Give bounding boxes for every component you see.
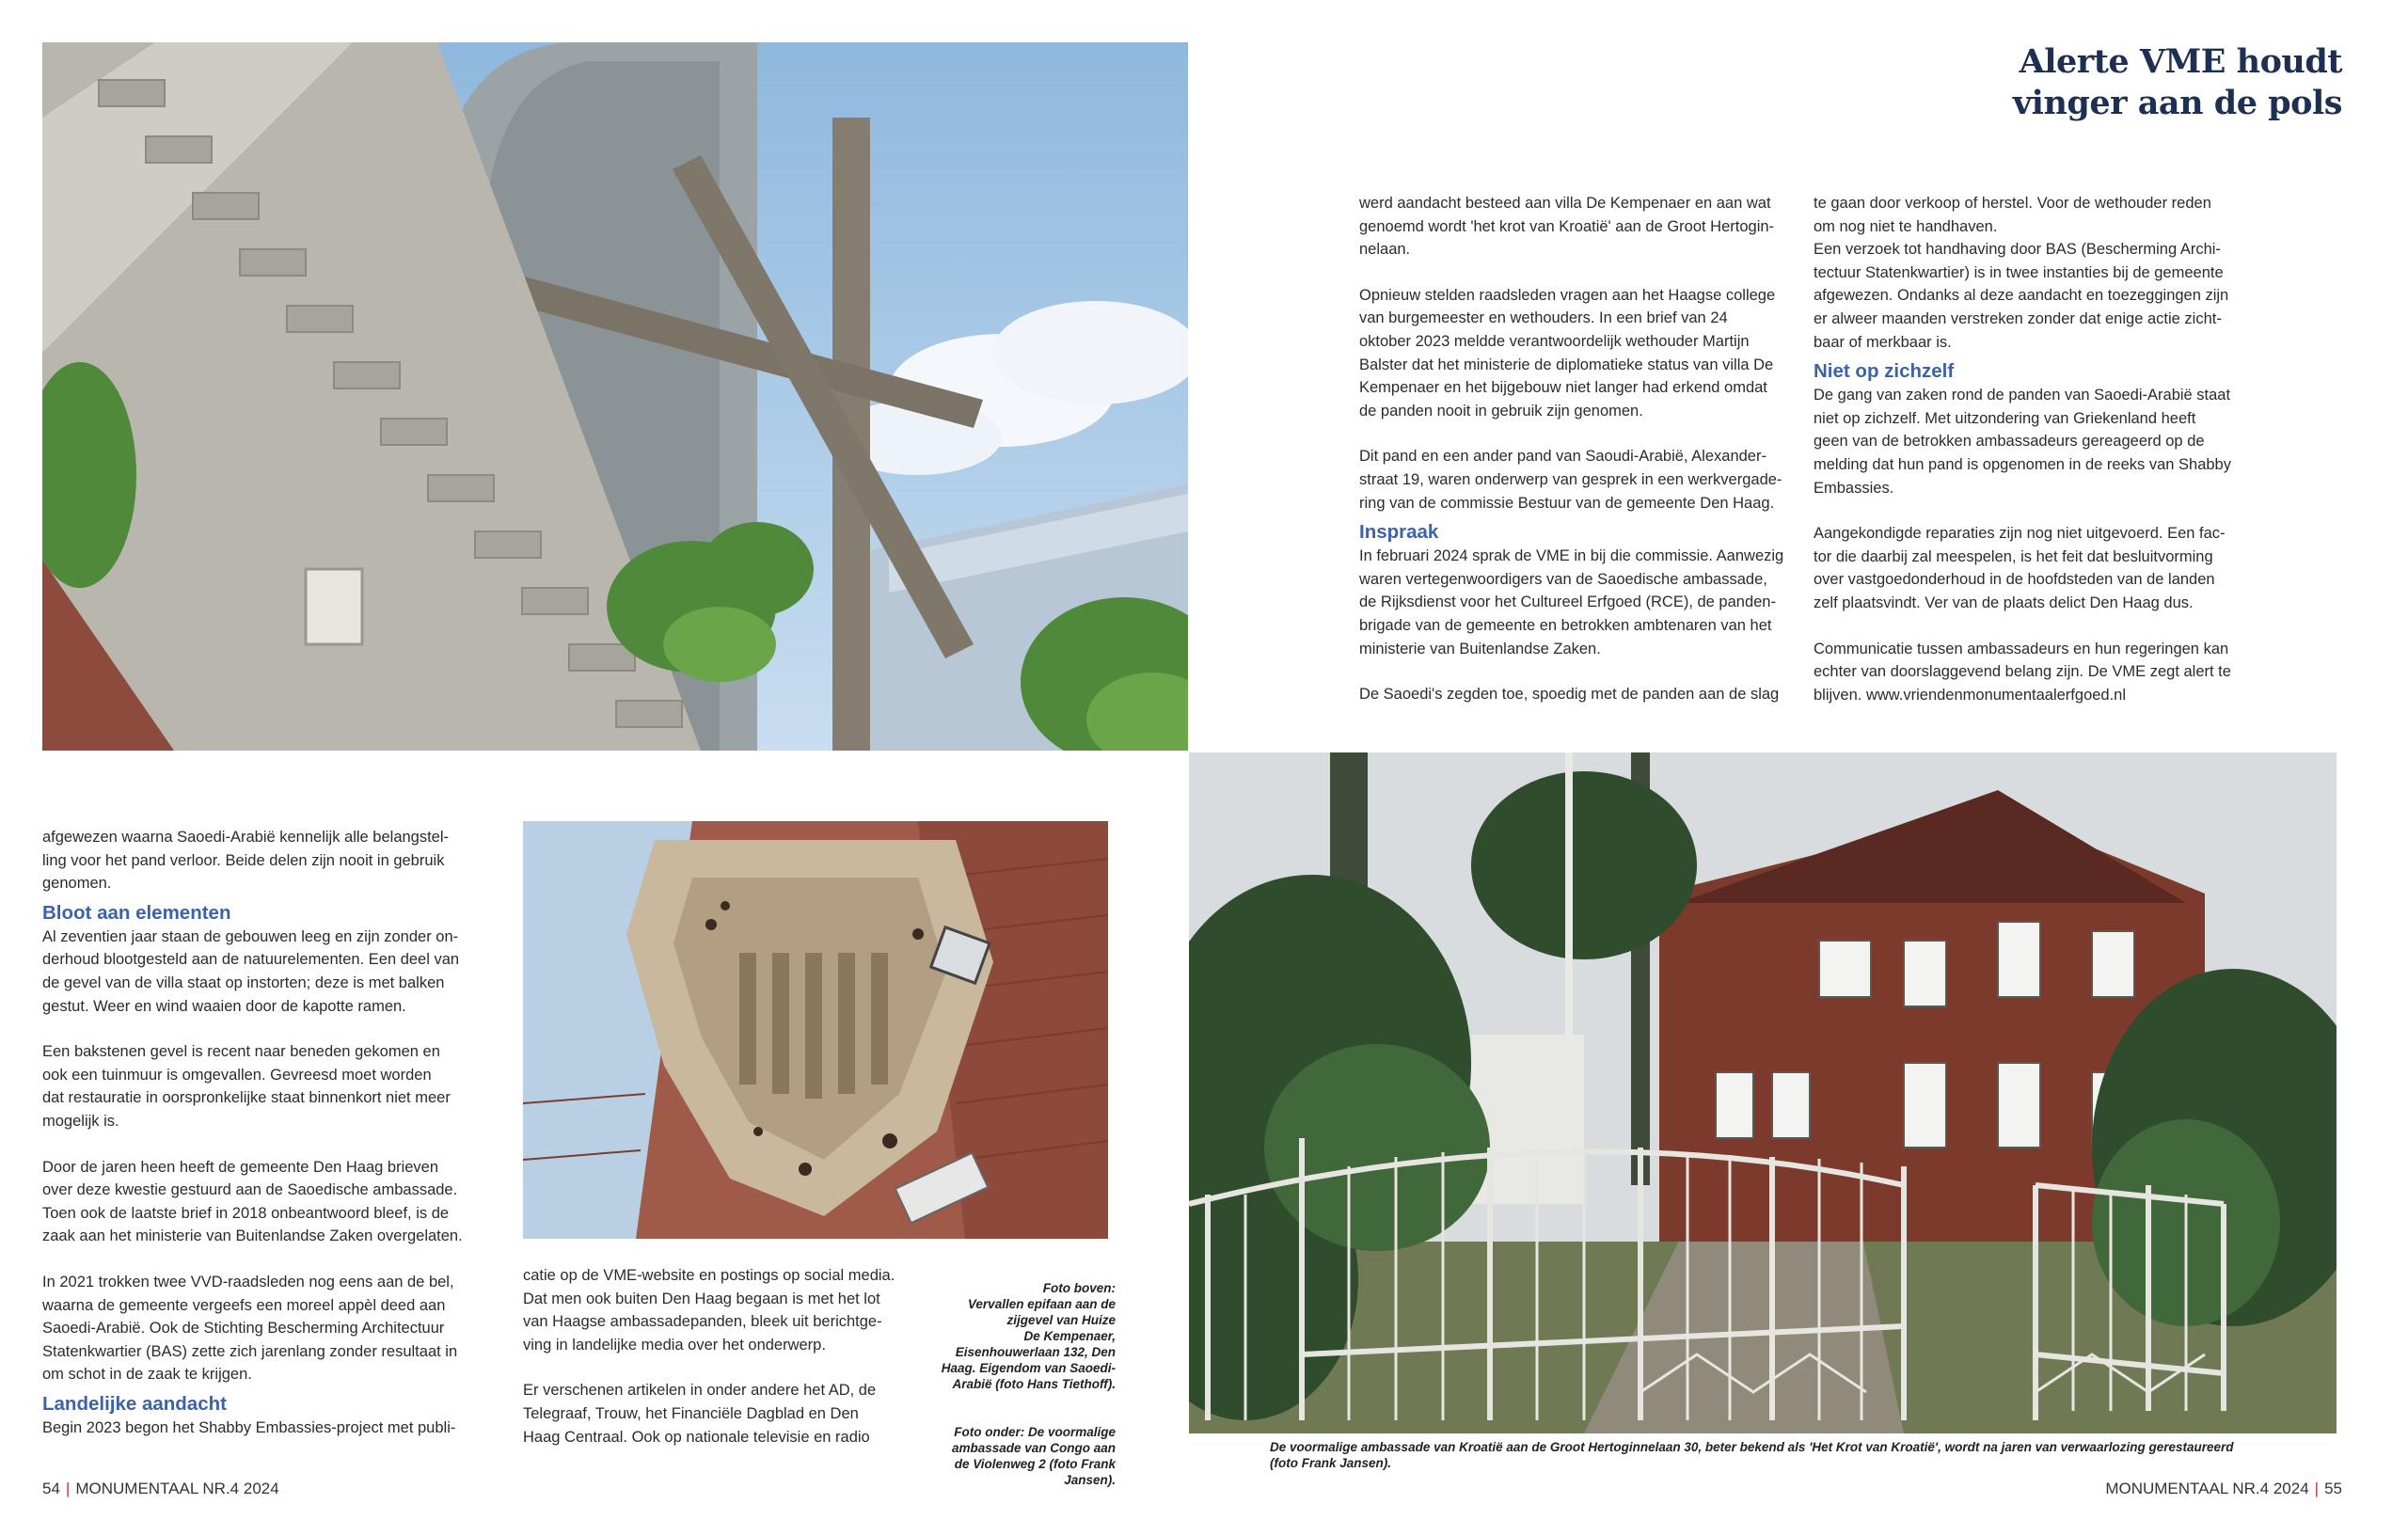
page-number-left: 54 xyxy=(42,1480,60,1497)
magazine-name-right: MONUMENTAAL NR.4 2024 xyxy=(2105,1480,2309,1497)
paragraph: catie op de VME-website en postings op social media. Dat men ook buiten Den Haag begaan is met het lot van Haagse ambassadepanden, bleek uit berichtge- ving in landelijke media over het onderwerp. xyxy=(523,1267,895,1354)
paragraph: Dit pand en een ander pand van Saoudi-Arabië, Alexander- straat 19, waren onderwerp van gesprek in een werkvergade- ring van de commissie Bestuur van de gemeente Den Haag. xyxy=(1359,448,1782,512)
paragraph: Aangekondigde reparaties zijn nog niet uitgevoerd. Een fac- tor die daarbij zal meespelen, is het feit dat besluitvorming over vastgoedonderhoud in de hoofdsteden van de landen zelf plaatsvindt. Ver van de plaats delict Den Haag dus. xyxy=(1814,525,2226,611)
page-number-right: 55 xyxy=(2324,1480,2342,1497)
paragraph: Communicatie tussen ambassadeurs en hun regeringen kan echter van doorslaggevend belang zijn. De VME zegt alert te blijven. www.vriendenmonumentaalerfgoed.nl xyxy=(1814,640,2231,704)
footer-divider: | xyxy=(65,1480,71,1497)
magazine-name-left: MONUMENTAAL NR.4 2024 xyxy=(75,1480,279,1497)
paragraph: Begin 2023 begon het Shabby Embassies-project met publi- xyxy=(42,1418,456,1436)
paragraph: Al zeventien jaar staan de gebouwen leeg en zijn zonder on- derhoud blootgesteld aan de natuurelementen. Een deel van de gevel van de villa staat op instorten; deze is met balken gestut. Weer en wind waaien door de kapotte ramen. xyxy=(42,927,460,1015)
paragraph: werd aandacht besteed aan villa De Kempenaer en aan wat genoemd wordt 'het krot van Kroatië' aan de Groot Hertogin- nelaan. xyxy=(1359,195,1775,259)
photo-caption-bottom: De voormalige ambassade van Kroatië aan de Groot Hertoginnelaan 30, beter bekend als 'Het Krot van Kroatië', wordt na jaren van verwaarlozing gerestaureerd (foto Frank Jansen). xyxy=(1270,1440,2234,1470)
subheading-bloot-aan-elementen: Bloot aan elementen xyxy=(42,901,231,924)
subheading-niet-op-zichzelf: Niet op zichzelf xyxy=(1814,360,1955,383)
paragraph: In februari 2024 sprak de VME in bij die commissie. Aanwezig waren vertegenwoordigers van de Saoedische ambassade, de Rijksdienst voor het Cultureel Erfgoed (RCE), de panden- brigade van de gemeente en betrokken ambtenaren van het ministerie van Buitenlandse Zaken. xyxy=(1359,547,1784,657)
photo-epifaan-facade xyxy=(42,42,1188,751)
paragraph: In 2021 trokken twee VVD-raadsleden nog eens aan de bel, waarna de gemeente vergeefs een moreel appèl deed aan Saoedi-Arabië. Ook de Stichting Bescherming Architectuur Statenkwartier (BAS) zette zich jarenlang zonder resultaat in om schot in de zaak te krijgen. xyxy=(42,1273,458,1384)
subheading-inspraak: Inspraak xyxy=(1359,521,1439,544)
photo-balcony-detail xyxy=(523,821,1108,1239)
paragraph: Er verschenen artikelen in onder andere het AD, de Telegraaf, Trouw, het Financiële Dagblad en Den Haag Centraal. Ook op nationale televisie en radio xyxy=(523,1382,877,1446)
paragraph: afgewezen waarna Saoedi-Arabië kennelijk alle belangstel- ling voor het pand verloor. Beide delen zijn nooit in gebruik genomen. xyxy=(42,829,450,893)
paragraph: De Saoedi's zegden toe, spoedig met de panden aan de slag xyxy=(1359,686,1780,704)
article-title-line-1: Alerte VME houdt xyxy=(2019,42,2342,81)
article-title xyxy=(1909,41,2342,124)
photo-villa-gate xyxy=(1189,752,2337,1433)
subheading-landelijke-aandacht: Landelijke aandacht xyxy=(42,1392,227,1415)
paragraph: Door de jaren heen heeft de gemeente Den Haag brieven over deze kwestie gestuurd aan de Saoedische ambassade. Toen ook de laatste brief in 2018 onbeantwoord bleef, is de zaak aan het ministerie van Buitenlandse Zaken overgelaten. xyxy=(42,1158,463,1245)
caption-foto-boven: Foto boven: Vervallen epifaan aan de zijgevel van Huize De Kempenaer, Eisenhouwerlaan 132, Den Haag. Eigendom van Saoedi- Arabië (foto Hans Tiethoff). xyxy=(941,1281,1116,1391)
paragraph: Een bakstenen gevel is recent naar beneden gekomen en ook een tuinmuur is omgevallen. Gevreesd moet worden dat restauratie in oorspronkelijke staat binnenkort niet meer mogelijk is. xyxy=(42,1043,451,1130)
paragraph: Opnieuw stelden raadsleden vragen aan het Haagse college van burgemeester en wethouders. In een brief van 24 oktober 2023 meldde verantwoordelijk wethouder Martijn Balster dat het ministerie de diplomatieke status van villa De Kempenaer en het bijgebouw niet langer had erkend omdat de panden nooit in gebruik zijn genomen. xyxy=(1359,286,1776,420)
photo-caption-side xyxy=(922,1264,1116,1520)
left-column-a xyxy=(42,826,484,1462)
footer-left xyxy=(42,1478,279,1500)
paragraph: De gang van zaken rond de panden van Saoedi-Arabië staat niet op zichzelf. Met uitzondering van Griekenland heeft geen van de betrokken ambassadeurs gereageerd op de melding dat hun pand is opgenomen in de reeks van Shabby Embassies. xyxy=(1814,387,2231,497)
caption-foto-onder: Foto onder: De voormalige ambassade van Congo aan de Violenweg 2 (foto Frank Jansen). xyxy=(951,1425,1116,1487)
paragraph: te gaan door verkoop of herstel. Voor de wethouder reden om nog niet te handhaven. Een verzoek tot handhaving door BAS (Bescherming Archi- tectuur Statenkwartier) is in twee instanties bij de gemeente afgewezen. Ondanks al deze aandacht en toezeggingen zijn er alweer maanden verstreken zonder dat enige actie zicht- baar of merkbaar is. xyxy=(1814,195,2229,351)
article-title-line-2: vinger aan de pols xyxy=(2012,84,2342,122)
left-column-b xyxy=(523,1264,918,1471)
right-column-a xyxy=(1359,192,1792,729)
right-column-b xyxy=(1814,192,2256,729)
footer-divider: | xyxy=(2314,1480,2320,1497)
footer-right xyxy=(2105,1478,2342,1500)
